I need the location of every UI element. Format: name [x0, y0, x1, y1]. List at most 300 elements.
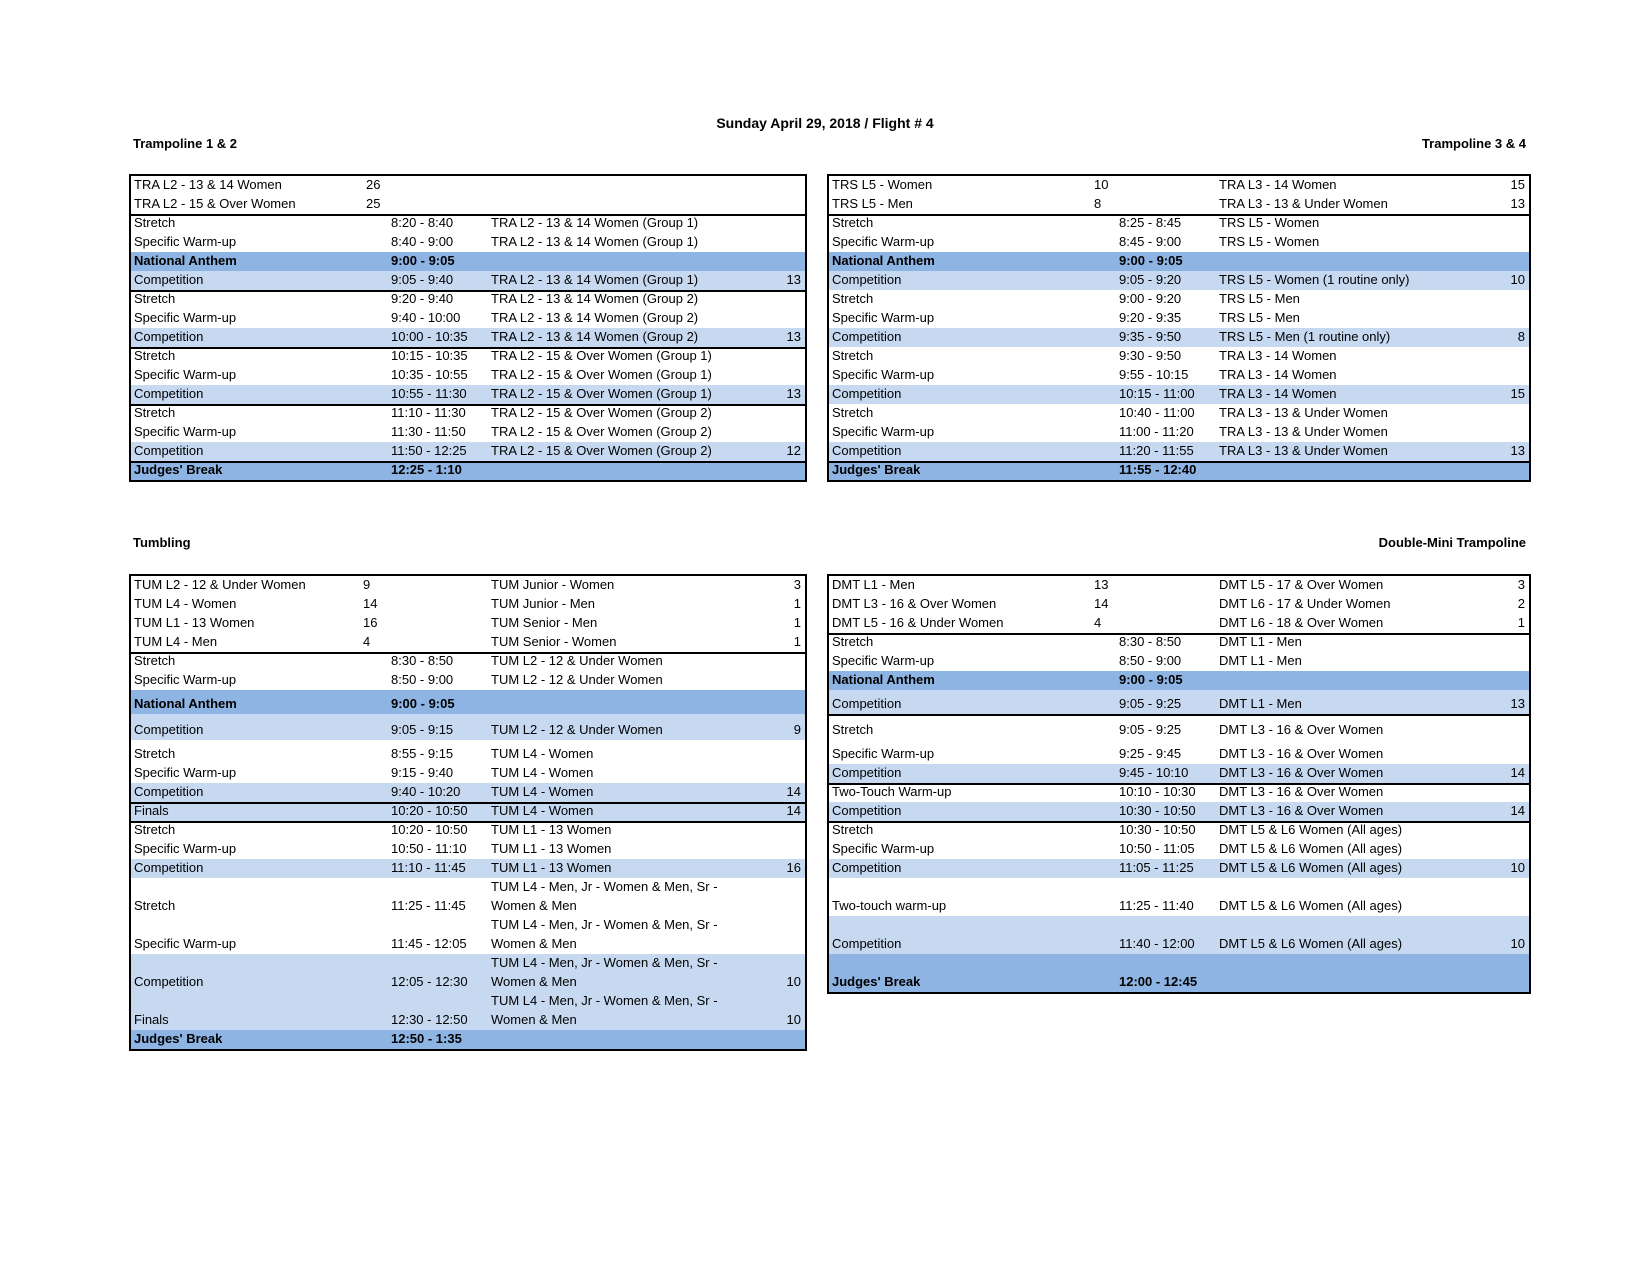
- cell-activity: Judges' Break: [134, 462, 223, 477]
- cell-group: TUM L2 - 12 & Under Women: [491, 672, 663, 687]
- cell-participants: 14: [1510, 765, 1525, 780]
- cell-time: 8:30 - 8:50: [391, 653, 454, 668]
- cell-activity: TRA L2 - 15 & Over Women: [134, 196, 296, 211]
- table-row: [829, 916, 1529, 954]
- table-row: [829, 271, 1529, 290]
- cell-count: 14: [363, 596, 378, 611]
- cell-activity: National Anthem: [832, 672, 935, 687]
- table-row: [829, 214, 1529, 233]
- cell-group: DMT L3 - 16 & Over Women: [1219, 722, 1384, 737]
- cell-group: TUM L2 - 12 & Under Women: [491, 722, 663, 737]
- table-row: [829, 714, 1529, 740]
- cell-group: TRA L3 - 13 & Under Women: [1219, 405, 1388, 420]
- cell-participants: 9: [793, 722, 801, 737]
- table-row: [829, 328, 1529, 347]
- table-row: [829, 652, 1529, 671]
- cell-activity: Specific Warm-up: [832, 653, 935, 668]
- table-row: [829, 233, 1529, 252]
- cell-group: TUM L4 - Women: [491, 803, 594, 818]
- table-row: [829, 309, 1529, 328]
- cell-participants: 8: [1517, 329, 1525, 344]
- cell-activity: Stretch: [832, 822, 874, 837]
- cell-activity: Stretch: [134, 348, 176, 363]
- cell-time: 9:05 - 9:15: [391, 722, 454, 737]
- cell-participants: 16: [786, 860, 801, 875]
- cell-count: 26: [366, 177, 381, 192]
- cell-participants: 13: [1510, 196, 1525, 211]
- cell-participants: 13: [786, 329, 801, 344]
- cell-participants: 15: [1510, 177, 1525, 192]
- table-row: [131, 652, 805, 671]
- cell-group: TRA L2 - 15 & Over Women (Group 1): [491, 348, 712, 363]
- cell-participants: 13: [786, 386, 801, 401]
- cell-group: DMT L1 - Men: [1219, 696, 1302, 711]
- cell-time: 8:40 - 9:00: [391, 234, 454, 249]
- cell-activity: DMT L3 - 16 & Over Women: [832, 596, 997, 611]
- cell-time: 11:20 - 11:55: [1119, 443, 1194, 458]
- cell-time: 9:05 - 9:20: [1119, 272, 1182, 287]
- cell-activity: Specific Warm-up: [134, 310, 237, 325]
- cell-activity: Stretch: [134, 215, 176, 230]
- cell-count: 8: [1094, 196, 1102, 211]
- table-row: [829, 366, 1529, 385]
- cell-group: DMT L1 - Men: [1219, 634, 1302, 649]
- cell-group: DMT L1 - Men: [1219, 653, 1302, 668]
- cell-participants: 14: [786, 803, 801, 818]
- cell-time: 8:20 - 8:40: [391, 215, 454, 230]
- table-row: [131, 633, 805, 652]
- cell-activity: Specific Warm-up: [134, 936, 237, 951]
- table-row: [131, 347, 805, 366]
- cell-count: 4: [1094, 615, 1102, 630]
- cell-activity: Competition: [134, 722, 204, 737]
- cell-participants: 1: [793, 615, 801, 630]
- cell-time: 10:50 - 11:10: [391, 841, 467, 856]
- cell-group: TUM Junior - Women: [491, 577, 615, 592]
- cell-time: 11:50 - 12:25: [391, 443, 467, 458]
- cell-count: 9: [363, 577, 371, 592]
- cell-group: TRA L2 - 15 & Over Women (Group 2): [491, 443, 712, 458]
- cell-activity: TUM L2 - 12 & Under Women: [134, 577, 306, 592]
- cell-participants: 3: [793, 577, 801, 592]
- cell-group: TRA L3 - 13 & Under Women: [1219, 443, 1388, 458]
- cell-group: DMT L3 - 16 & Over Women: [1219, 803, 1384, 818]
- cell-group: TRA L2 - 15 & Over Women (Group 1): [491, 367, 712, 382]
- cell-time: 12:05 - 12:30: [391, 974, 468, 989]
- table-row: [829, 404, 1529, 423]
- cell-time: 12:25 - 1:10: [391, 462, 462, 477]
- cell-group: TRA L3 - 14 Women: [1219, 386, 1337, 401]
- table-row: [131, 783, 805, 802]
- cell-activity: Competition: [832, 329, 902, 344]
- cell-count: 16: [363, 615, 378, 630]
- cell-activity: Competition: [134, 443, 204, 458]
- cell-time: 9:00 - 9:05: [391, 696, 455, 711]
- table-row: [131, 576, 805, 595]
- table-row: [131, 290, 805, 309]
- cell-activity: Two-touch warm-up: [832, 898, 947, 913]
- cell-group: TUM L4 - Men, Jr - Women & Men, Sr - Women & Men: [491, 917, 718, 951]
- cell-activity: TRA L2 - 13 & 14 Women: [134, 177, 282, 192]
- cell-group: TRA L3 - 14 Women: [1219, 367, 1337, 382]
- table-row: [131, 442, 805, 461]
- cell-activity: TRS L5 - Women: [832, 177, 933, 192]
- table-row: [131, 176, 805, 195]
- cell-group: DMT L5 - 17 & Over Women: [1219, 577, 1384, 592]
- cell-count: 13: [1094, 577, 1109, 592]
- cell-activity: Specific Warm-up: [832, 424, 935, 439]
- cell-activity: Stretch: [832, 348, 874, 363]
- cell-activity: Stretch: [832, 722, 874, 737]
- cell-time: 12:30 - 12:50: [391, 1012, 468, 1027]
- cell-group: TUM L2 - 12 & Under Women: [491, 653, 663, 668]
- cell-time: 11:10 - 11:45: [391, 860, 466, 875]
- table-row: [131, 954, 805, 992]
- schedule-table-trampoline-3-4: [827, 174, 1531, 482]
- cell-participants: 10: [1510, 936, 1525, 951]
- table-row: [131, 714, 805, 740]
- cell-count: 14: [1094, 596, 1109, 611]
- cell-activity: Specific Warm-up: [134, 424, 237, 439]
- cell-activity: Competition: [832, 443, 902, 458]
- cell-activity: Judges' Break: [832, 974, 921, 989]
- table-row: [131, 916, 805, 954]
- table-row: [829, 614, 1529, 633]
- cell-time: 10:50 - 11:05: [1119, 841, 1195, 856]
- cell-group: TUM L4 - Women: [491, 746, 594, 761]
- table-row: [131, 366, 805, 385]
- cell-activity: Finals: [134, 1012, 169, 1027]
- table-row: [829, 764, 1529, 783]
- cell-activity: DMT L1 - Men: [832, 577, 915, 592]
- cell-time: 11:10 - 11:30: [391, 405, 466, 420]
- cell-time: 11:00 - 11:20: [1119, 424, 1194, 439]
- cell-activity: Judges' Break: [832, 462, 921, 477]
- cell-time: 9:05 - 9:25: [1119, 722, 1182, 737]
- cell-time: 12:00 - 12:45: [1119, 974, 1198, 989]
- cell-time: 10:10 - 10:30: [1119, 784, 1196, 799]
- cell-group: TRA L2 - 13 & 14 Women (Group 2): [491, 310, 699, 325]
- cell-activity: Specific Warm-up: [832, 310, 935, 325]
- table-row: [131, 214, 805, 233]
- cell-time: 11:40 - 12:00: [1119, 936, 1195, 951]
- cell-participants: 13: [1510, 696, 1525, 711]
- cell-time: 9:25 - 9:45: [1119, 746, 1182, 761]
- table-row: [131, 764, 805, 783]
- cell-group: DMT L5 & L6 Women (All ages): [1219, 898, 1403, 913]
- table-row: [131, 878, 805, 916]
- table-row: [131, 309, 805, 328]
- table-row: [131, 614, 805, 633]
- table-row: [829, 633, 1529, 652]
- table-row: [131, 271, 805, 290]
- cell-activity: TUM L1 - 13 Women: [134, 615, 255, 630]
- cell-activity: Judges' Break: [134, 1031, 223, 1046]
- cell-time: 9:20 - 9:35: [1119, 310, 1182, 325]
- cell-time: 9:15 - 9:40: [391, 765, 454, 780]
- cell-activity: Stretch: [134, 746, 176, 761]
- cell-activity: Specific Warm-up: [832, 746, 935, 761]
- cell-time: 9:35 - 9:50: [1119, 329, 1182, 344]
- cell-group: TUM L1 - 13 Women: [491, 860, 612, 875]
- cell-activity: Competition: [832, 936, 902, 951]
- cell-activity: Specific Warm-up: [832, 234, 935, 249]
- table-row: [131, 1030, 805, 1049]
- cell-time: 8:50 - 9:00: [1119, 653, 1182, 668]
- cell-time: 9:30 - 9:50: [1119, 348, 1182, 363]
- cell-activity: Competition: [134, 329, 204, 344]
- cell-activity: Competition: [832, 696, 902, 711]
- table-row: [131, 423, 805, 442]
- cell-time: 11:45 - 12:05: [391, 936, 467, 951]
- table-row: [829, 802, 1529, 821]
- cell-time: 9:00 - 9:05: [1119, 253, 1183, 268]
- cell-group: TUM Senior - Women: [491, 634, 617, 649]
- table-row: [829, 740, 1529, 764]
- cell-participants: 10: [786, 1012, 801, 1027]
- cell-group: TRA L3 - 13 & Under Women: [1219, 196, 1388, 211]
- cell-participants: 3: [1517, 577, 1525, 592]
- cell-group: TRA L3 - 14 Women: [1219, 348, 1337, 363]
- cell-time: 9:05 - 9:40: [391, 272, 454, 287]
- cell-time: 11:55 - 12:40: [1119, 462, 1197, 477]
- table-row: [131, 385, 805, 404]
- cell-activity: Specific Warm-up: [134, 841, 237, 856]
- cell-time: 11:25 - 11:40: [1119, 898, 1194, 913]
- cell-time: 10:00 - 10:35: [391, 329, 468, 344]
- schedule-table-tumbling: [129, 574, 807, 1051]
- table-row: [131, 992, 805, 1030]
- cell-group: TRS L5 - Women: [1219, 234, 1320, 249]
- cell-activity: National Anthem: [832, 253, 935, 268]
- cell-participants: 12: [786, 443, 801, 458]
- cell-group: TUM L1 - 13 Women: [491, 841, 612, 856]
- table-row: [829, 878, 1529, 916]
- section-title-trampoline-3-4: Trampoline 3 & 4: [1421, 136, 1526, 151]
- table-row: [131, 195, 805, 214]
- cell-group: TUM Senior - Men: [491, 615, 598, 630]
- table-row: [829, 859, 1529, 878]
- cell-time: 9:40 - 10:20: [391, 784, 461, 799]
- cell-group: DMT L3 - 16 & Over Women: [1219, 784, 1384, 799]
- cell-activity: DMT L5 - 16 & Under Women: [832, 615, 1004, 630]
- cell-activity: Stretch: [134, 898, 176, 913]
- cell-time: 8:45 - 9:00: [1119, 234, 1182, 249]
- cell-activity: Stretch: [134, 291, 176, 306]
- table-row: [829, 840, 1529, 859]
- cell-group: DMT L5 & L6 Women (All ages): [1219, 841, 1403, 856]
- table-row: [829, 385, 1529, 404]
- table-row: [131, 840, 805, 859]
- cell-activity: Stretch: [134, 822, 176, 837]
- cell-time: 10:35 - 10:55: [391, 367, 468, 382]
- cell-participants: 1: [793, 596, 801, 611]
- cell-participants: 13: [1510, 443, 1525, 458]
- cell-count: 4: [363, 634, 371, 649]
- cell-activity: National Anthem: [134, 253, 237, 268]
- cell-activity: Stretch: [134, 405, 176, 420]
- cell-time: 9:20 - 9:40: [391, 291, 454, 306]
- cell-participants: 15: [1510, 386, 1525, 401]
- schedule-table-trampoline-1-2: [129, 174, 807, 482]
- cell-group: TRA L2 - 15 & Over Women (Group 2): [491, 405, 712, 420]
- cell-time: 10:55 - 11:30: [391, 386, 467, 401]
- cell-time: 9:45 - 10:10: [1119, 765, 1189, 780]
- table-row: [829, 954, 1529, 992]
- cell-activity: Competition: [832, 803, 902, 818]
- cell-group: TRS L5 - Men: [1219, 310, 1300, 325]
- cell-group: TRA L2 - 13 & 14 Women (Group 1): [491, 234, 699, 249]
- cell-group: TRA L2 - 15 & Over Women (Group 2): [491, 424, 712, 439]
- cell-group: TRA L3 - 14 Women: [1219, 177, 1337, 192]
- cell-participants: 1: [1517, 615, 1525, 630]
- table-row: [131, 404, 805, 423]
- cell-group: DMT L6 - 17 & Under Women: [1219, 596, 1391, 611]
- cell-group: TRS L5 - Men: [1219, 291, 1300, 306]
- cell-activity: Competition: [832, 386, 902, 401]
- table-row: [829, 671, 1529, 690]
- section-title-tumbling: Tumbling: [133, 535, 191, 550]
- cell-activity: TUM L4 - Women: [134, 596, 237, 611]
- cell-time: 10:15 - 10:35: [391, 348, 468, 363]
- cell-group: TUM L4 - Men, Jr - Women & Men, Sr - Women & Men: [491, 879, 718, 913]
- cell-time: 9:00 - 9:05: [1119, 672, 1183, 687]
- cell-activity: Competition: [134, 974, 204, 989]
- table-row: [829, 595, 1529, 614]
- cell-participants: 10: [1510, 860, 1525, 875]
- cell-count: 25: [366, 196, 381, 211]
- cell-time: 9:00 - 9:05: [391, 253, 455, 268]
- table-row: [131, 802, 805, 821]
- cell-participants: 10: [1510, 272, 1525, 287]
- cell-group: TUM Junior - Men: [491, 596, 596, 611]
- cell-count: 10: [1094, 177, 1109, 192]
- cell-activity: Specific Warm-up: [134, 672, 237, 687]
- cell-group: TRA L3 - 13 & Under Women: [1219, 424, 1388, 439]
- cell-group: TUM L4 - Women: [491, 784, 594, 799]
- table-row: [829, 442, 1529, 461]
- cell-activity: Finals: [134, 803, 169, 818]
- table-row: [829, 195, 1529, 214]
- cell-activity: Competition: [134, 272, 204, 287]
- cell-activity: Competition: [832, 765, 902, 780]
- section-title-double-mini: Double-Mini Trampoline: [1378, 535, 1526, 550]
- cell-group: TUM L4 - Women: [491, 765, 594, 780]
- table-row: [829, 290, 1529, 309]
- cell-time: 8:30 - 8:50: [1119, 634, 1182, 649]
- table-row: [131, 859, 805, 878]
- cell-participants: 13: [786, 272, 801, 287]
- cell-activity: Competition: [134, 386, 204, 401]
- cell-activity: Specific Warm-up: [134, 234, 237, 249]
- cell-group: TRA L2 - 13 & 14 Women (Group 1): [491, 215, 699, 230]
- cell-activity: Two-Touch Warm-up: [832, 784, 952, 799]
- table-row: [131, 461, 805, 480]
- cell-time: 11:25 - 11:45: [391, 898, 466, 913]
- cell-time: 12:50 - 1:35: [391, 1031, 462, 1046]
- table-row: [829, 576, 1529, 595]
- cell-activity: Stretch: [832, 405, 874, 420]
- cell-time: 8:25 - 8:45: [1119, 215, 1182, 230]
- cell-time: 10:30 - 10:50: [1119, 822, 1196, 837]
- table-row: [829, 821, 1529, 840]
- cell-time: 10:20 - 10:50: [391, 803, 468, 818]
- cell-group: DMT L3 - 16 & Over Women: [1219, 765, 1384, 780]
- cell-group: DMT L5 & L6 Women (All ages): [1219, 936, 1403, 951]
- table-row: [829, 690, 1529, 714]
- cell-group: TRS L5 - Women: [1219, 215, 1320, 230]
- cell-group: TRA L2 - 13 & 14 Women (Group 2): [491, 291, 699, 306]
- table-row: [131, 821, 805, 840]
- cell-time: 11:30 - 11:50: [391, 424, 466, 439]
- cell-activity: Competition: [134, 860, 204, 875]
- table-row: [829, 347, 1529, 366]
- cell-time: 8:55 - 9:15: [391, 746, 454, 761]
- cell-group: TRA L2 - 13 & 14 Women (Group 2): [491, 329, 699, 344]
- page-title: Sunday April 29, 2018 / Flight # 4: [716, 115, 934, 131]
- cell-time: 9:05 - 9:25: [1119, 696, 1182, 711]
- cell-time: 10:40 - 11:00: [1119, 405, 1195, 420]
- table-row: [131, 233, 805, 252]
- cell-group: TRA L2 - 13 & 14 Women (Group 1): [491, 272, 699, 287]
- cell-activity: Competition: [134, 784, 204, 799]
- cell-time: 9:40 - 10:00: [391, 310, 461, 325]
- table-row: [131, 690, 805, 714]
- section-title-trampoline-1-2: Trampoline 1 & 2: [133, 136, 238, 151]
- cell-activity: Competition: [832, 860, 902, 875]
- table-row: [131, 671, 805, 690]
- schedule-table-double-mini: [827, 574, 1531, 994]
- cell-group: DMT L6 - 18 & Over Women: [1219, 615, 1384, 630]
- cell-time: 10:20 - 10:50: [391, 822, 468, 837]
- cell-time: 11:05 - 11:25: [1119, 860, 1194, 875]
- table-row: [829, 783, 1529, 802]
- table-row: [131, 595, 805, 614]
- cell-activity: Specific Warm-up: [134, 367, 237, 382]
- cell-activity: Stretch: [832, 291, 874, 306]
- cell-group: DMT L3 - 16 & Over Women: [1219, 746, 1384, 761]
- cell-group: TRS L5 - Men (1 routine only): [1219, 329, 1391, 344]
- table-row: [131, 328, 805, 347]
- cell-activity: Specific Warm-up: [832, 841, 935, 856]
- cell-activity: Specific Warm-up: [832, 367, 935, 382]
- table-row: [829, 423, 1529, 442]
- cell-time: 8:50 - 9:00: [391, 672, 454, 687]
- cell-group: TRS L5 - Women (1 routine only): [1219, 272, 1410, 287]
- cell-activity: Specific Warm-up: [134, 765, 237, 780]
- cell-participants: 10: [786, 974, 801, 989]
- cell-group: TRA L2 - 15 & Over Women (Group 1): [491, 386, 712, 401]
- cell-activity: Stretch: [832, 634, 874, 649]
- cell-activity: TRS L5 - Men: [832, 196, 913, 211]
- cell-activity: TUM L4 - Men: [134, 634, 218, 649]
- cell-group: DMT L5 & L6 Women (All ages): [1219, 822, 1403, 837]
- cell-participants: 2: [1517, 596, 1525, 611]
- cell-time: 9:00 - 9:20: [1119, 291, 1182, 306]
- cell-time: 10:15 - 11:00: [1119, 386, 1195, 401]
- cell-time: 10:30 - 10:50: [1119, 803, 1196, 818]
- cell-activity: Stretch: [832, 215, 874, 230]
- table-row: [131, 740, 805, 764]
- cell-group: TUM L4 - Men, Jr - Women & Men, Sr - Women & Men: [491, 993, 718, 1027]
- table-row: [829, 252, 1529, 271]
- table-row: [829, 176, 1529, 195]
- cell-group: TUM L4 - Men, Jr - Women & Men, Sr - Women & Men: [491, 955, 718, 989]
- table-row: [131, 252, 805, 271]
- cell-activity: National Anthem: [134, 696, 237, 711]
- table-row: [829, 461, 1529, 480]
- cell-participants: 14: [1510, 803, 1525, 818]
